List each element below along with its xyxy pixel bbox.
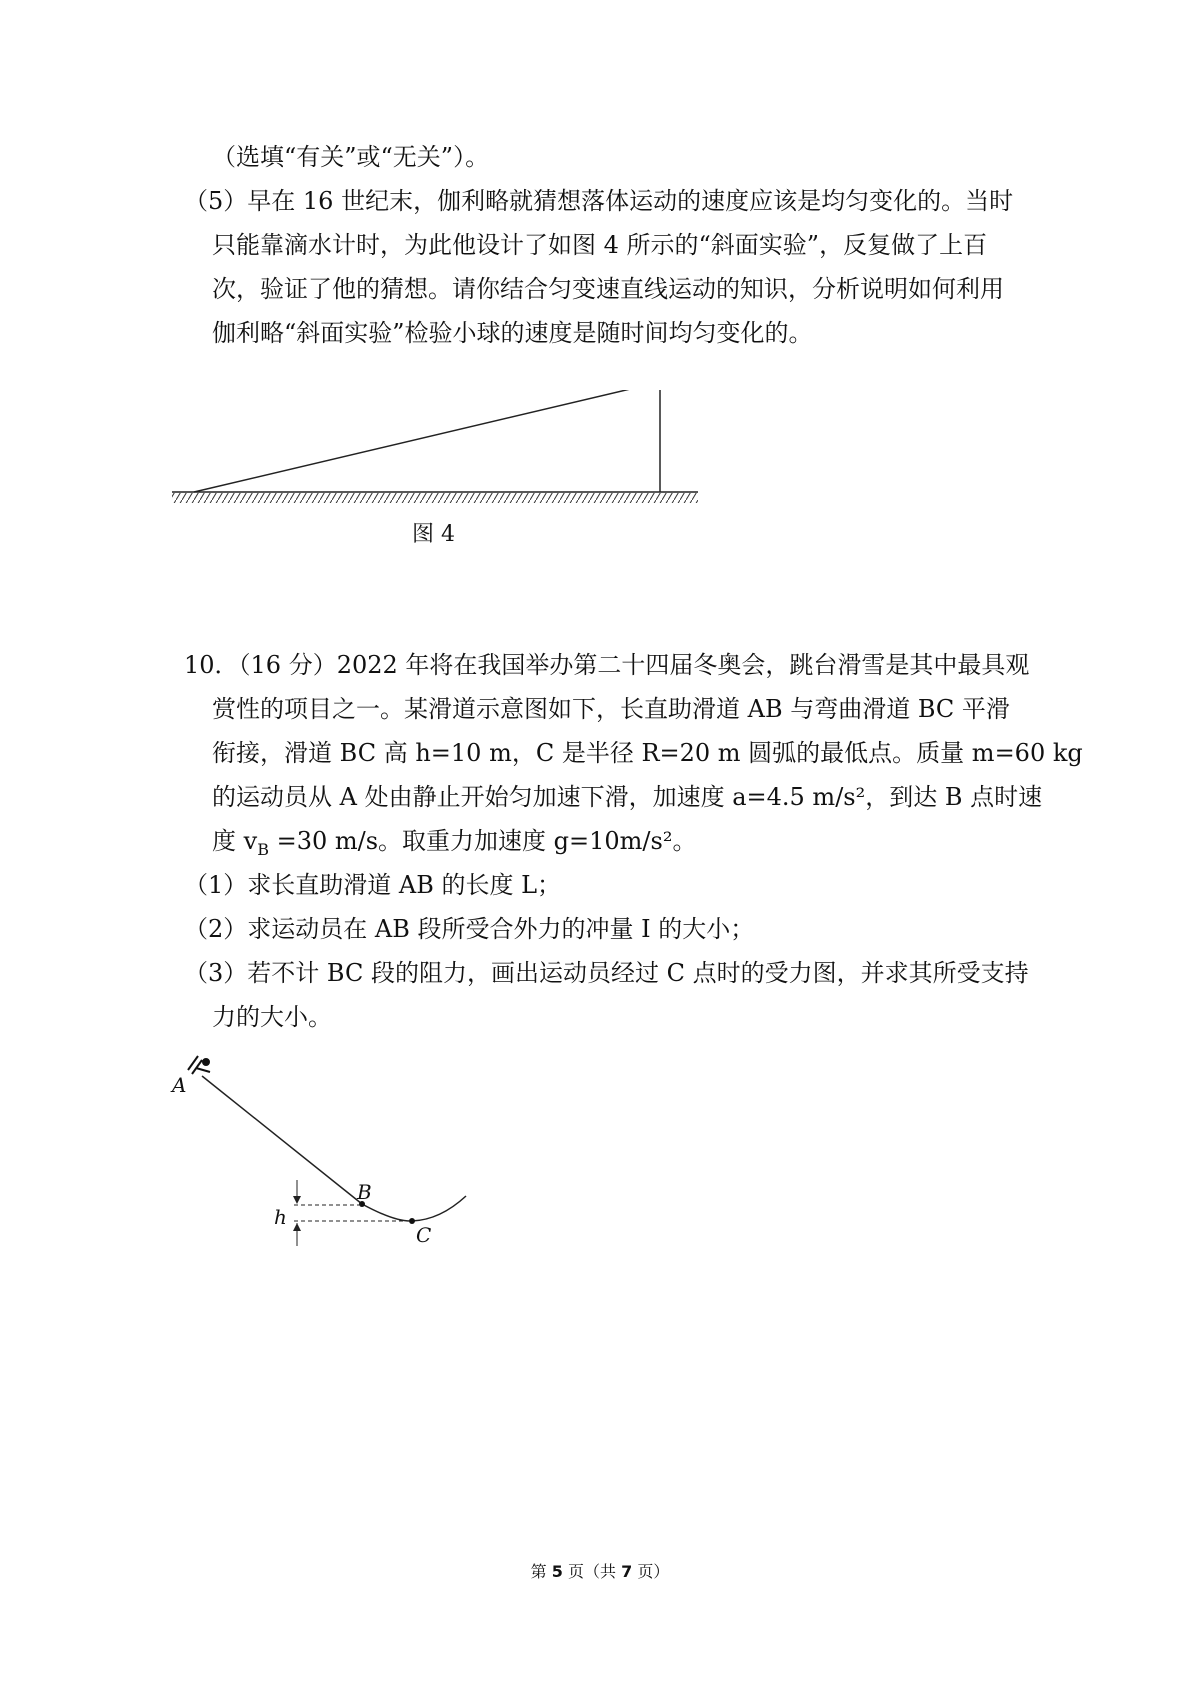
curve-bc <box>362 1196 466 1221</box>
footer-prefix: 第 <box>530 1562 552 1581</box>
label-h: h <box>274 1205 287 1229</box>
q10-stem-line-3: 衔接，滑道 BC 高 h=10 m，C 是半径 R=20 m 圆弧的最低点。质量 m=60 kg <box>212 739 1083 767</box>
slope-ab <box>202 1076 362 1204</box>
q10-sub-3-line-2: 力的大小。 <box>212 1003 332 1031</box>
ski-slope-figure <box>170 1050 490 1260</box>
footer-page-number: 5 <box>551 1562 563 1581</box>
q10-stem-line-1: 10．（16 分）2022 年将在我国举办第二十四届冬奥会，跳台滑雪是其中最具观 <box>184 651 1030 679</box>
footer-total-pages: 7 <box>621 1562 633 1581</box>
figure-4-caption: 图 4 <box>412 522 455 547</box>
q10-stem-line-5: 度 $v_B =30$ m/s。取重力加速度 g=10m/s²。 <box>212 827 697 859</box>
footer-mid: 页（共 <box>562 1562 622 1581</box>
q10-sub-2: （2）求运动员在 AB 段所受合外力的冲量 I 的大小； <box>184 915 755 943</box>
q10-stem-line-2: 赏性的项目之一。某滑道示意图如下，长直助滑道 AB 与弯曲滑道 BC 平滑 <box>212 695 1010 723</box>
label-a: A <box>172 1073 187 1097</box>
q10-sub-1: （1）求长直助滑道 AB 的长度 L； <box>184 871 562 899</box>
skier-icon <box>188 1056 210 1074</box>
q9-part5-line-2: 只能靠滴水计时，为此他设计了如图 4 所示的“斜面实验”，反复做了上百 <box>212 231 988 259</box>
incline-slope <box>194 390 660 492</box>
q9-part5-line-3: 次，验证了他的猜想。请你结合匀变速直线运动的知识，分析说明如何利用 <box>212 275 1004 303</box>
q9-tail-text: （选填“有关”或“无关”）。 <box>212 143 490 171</box>
ground-hatch <box>172 493 698 503</box>
page-footer <box>0 1559 1200 1582</box>
q9-part5-line-1: （5）早在 16 世纪末，伽利略就猜想落体运动的速度应该是均匀变化的。当时 <box>184 187 1014 215</box>
q10-sub-3-line-1: （3）若不计 BC 段的阻力，画出运动员经过 C 点时的受力图，并求其所受支持 <box>184 959 1029 987</box>
q10-stem-line-4: 的运动员从 A 处由静止开始匀加速下滑，加速度 a=4.5 m/s²，到达 B 点时速 <box>212 783 1043 811</box>
label-c: C <box>416 1223 432 1247</box>
incline-figure <box>170 390 730 520</box>
footer-suffix: 页） <box>632 1562 670 1581</box>
q9-part5-line-4: 伽利略“斜面实验”检验小球的速度是随时间均匀变化的。 <box>212 319 813 347</box>
label-b: B <box>357 1180 372 1204</box>
